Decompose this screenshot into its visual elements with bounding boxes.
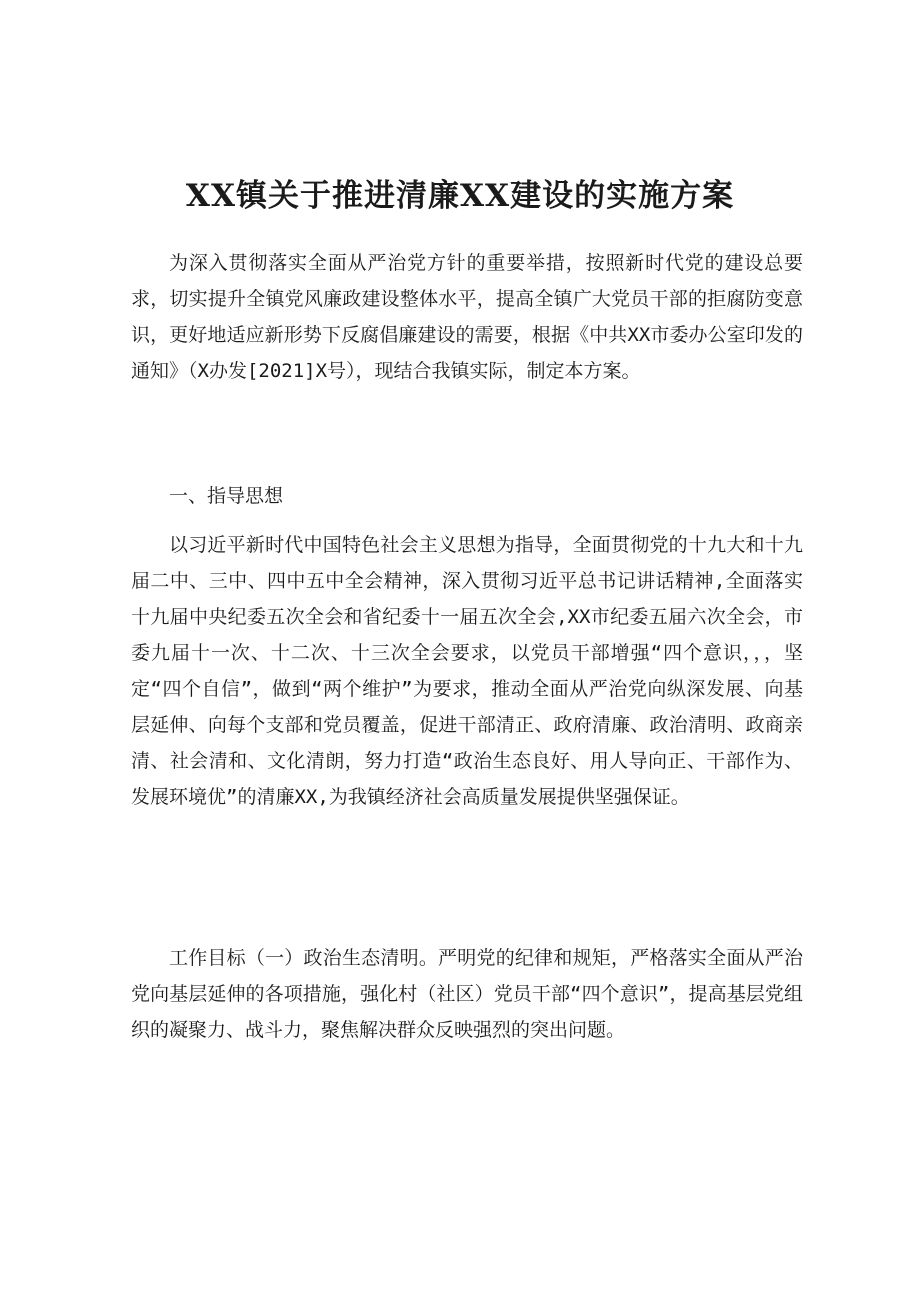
document-title: XX镇关于推进清廉XX建设的实施方案 <box>185 178 735 214</box>
work-goals-paragraph: 工作目标（一）政治生态清明。严明党的纪律和规矩，严格落实全面从严治党向基层延伸的各项措施，强化村（社区）党员干部“四个意识”，提高基层党组织的凝聚力、战斗力，聚焦解决群众反映强烈的突出问题。 <box>131 947 803 1041</box>
section-heading-guiding-thought: 一、指导思想 <box>169 485 284 507</box>
intro-paragraph: 为深入贯彻落实全面从严治党方针的重要举措，按照新时代党的建设总要求，切实提升全镇党风廉政建设整体水平，提高全镇广大党员干部的拒腐防变意识，更好地适应新形势下反腐倡廉建设的需要，根据《中共XX市委办公室印发的通知》（X办发[2021]X号），现结合我镇实际，制定本方案。 <box>131 252 803 382</box>
guiding-thought-paragraph: 以习近平新时代中国特色社会主义思想为指导，全面贯彻党的十九大和十九届二中、三中、四中五中全会精神，深入贯彻习近平总书记讲话精神,全面落实十九届中央纪委五次全会和省纪委十一届五次全会,XX市纪委五届六次全会，市委九届十一次、十二次、十三次全会要求，以党员干部增强“四个意识，，，坚定“四个自信”，做到“两个维护”为要求，推动全面从严治党向纵深发展、向基层延伸、向每个支部和党员覆盖，促进干部清正、政府清廉、政治清明、政商亲清、社会清和、文化清朗，努力打造“政治生态良好、用人导向正、干部作为、发展环境优”的清廉XX,为我镇经济社会高质量发展提供坚强保证。 <box>131 534 803 808</box>
